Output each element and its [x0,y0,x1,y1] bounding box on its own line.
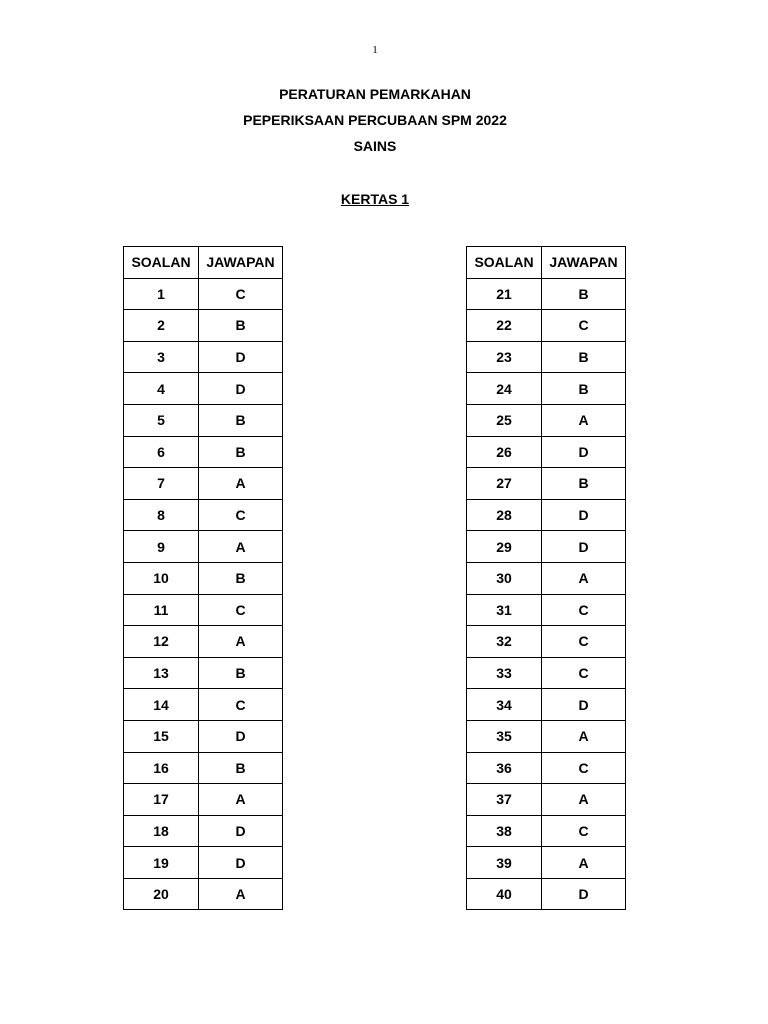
table-row [124,278,283,310]
table-row [467,689,626,721]
answer-letter: B [542,373,626,405]
table-row [467,499,626,531]
question-column-header: SOALAN [124,247,199,279]
answer-column-header: JAWAPAN [199,247,283,279]
answer-letter: C [199,278,283,310]
answer-letter: B [199,657,283,689]
table-row [467,341,626,373]
table-row [124,878,283,910]
question-number: 12 [124,626,199,658]
question-number: 28 [467,499,542,531]
question-number: 10 [124,562,199,594]
question-number: 23 [467,341,542,373]
table-row [467,468,626,500]
question-number: 1 [124,278,199,310]
answer-letter: D [542,878,626,910]
question-number: 7 [124,468,199,500]
question-number: 6 [124,436,199,468]
answer-letter: A [199,878,283,910]
answer-letter: A [199,468,283,500]
answer-letter: B [199,436,283,468]
table-row [467,784,626,816]
table-row [467,562,626,594]
table-row [124,847,283,879]
question-number: 39 [467,847,542,879]
table-row [467,720,626,752]
answer-letter: B [199,752,283,784]
answer-letter: D [199,341,283,373]
answer-letter: C [199,499,283,531]
question-number: 16 [124,752,199,784]
answer-letter: D [542,531,626,563]
question-number: 37 [467,784,542,816]
answer-letter: A [542,784,626,816]
table-header-row [124,247,283,279]
question-number: 34 [467,689,542,721]
table-row [124,468,283,500]
table-row [467,404,626,436]
question-number: 17 [124,784,199,816]
question-number: 29 [467,531,542,563]
answer-letter: B [542,468,626,500]
question-number: 4 [124,373,199,405]
question-number: 26 [467,436,542,468]
table-row [124,404,283,436]
answer-letter: C [542,626,626,658]
question-number: 40 [467,878,542,910]
table-row [124,784,283,816]
table-row [124,815,283,847]
question-number: 20 [124,878,199,910]
table-row [124,720,283,752]
answer-letter: A [542,562,626,594]
table-row [124,310,283,342]
question-number: 22 [467,310,542,342]
answer-letter: C [542,657,626,689]
table-row [467,436,626,468]
answer-letter: C [199,689,283,721]
answer-letter: D [199,720,283,752]
answer-letter: B [199,562,283,594]
table-row [124,689,283,721]
answer-letter: B [542,341,626,373]
question-number: 27 [467,468,542,500]
answer-letter: D [199,815,283,847]
question-number: 3 [124,341,199,373]
table-row [467,657,626,689]
answer-letter: A [542,847,626,879]
question-number: 8 [124,499,199,531]
table-row [467,878,626,910]
table-row [124,562,283,594]
question-number: 30 [467,562,542,594]
table-row [124,341,283,373]
question-number: 13 [124,657,199,689]
answer-letter: D [542,689,626,721]
answer-letter: D [542,436,626,468]
table-row [467,752,626,784]
answer-letter: B [542,278,626,310]
question-number: 14 [124,689,199,721]
answer-letter: A [199,784,283,816]
table-row [467,594,626,626]
answer-table-left [123,246,283,910]
answer-letter: D [199,847,283,879]
table-header-row [467,247,626,279]
answer-table-right [466,246,626,910]
question-number: 21 [467,278,542,310]
subject-title: SAINS [353,138,397,154]
table-row [124,436,283,468]
question-number: 5 [124,404,199,436]
table-row [467,626,626,658]
answer-letter: D [542,499,626,531]
answer-letter: C [542,752,626,784]
question-number: 9 [124,531,199,563]
table-row [467,373,626,405]
paper-heading: KERTAS 1 [340,191,410,207]
table-row [467,847,626,879]
question-column-header: SOALAN [467,247,542,279]
answer-letter: C [199,594,283,626]
table-row [124,752,283,784]
question-number: 33 [467,657,542,689]
table-row [124,657,283,689]
question-number: 25 [467,404,542,436]
question-number: 15 [124,720,199,752]
question-number: 35 [467,720,542,752]
page-number: 1 [372,44,378,56]
table-row [124,626,283,658]
document-title: PERATURAN PEMARKAHAN [279,86,471,102]
question-number: 24 [467,373,542,405]
question-number: 11 [124,594,199,626]
answer-column-header: JAWAPAN [542,247,626,279]
answer-letter: D [199,373,283,405]
question-number: 32 [467,626,542,658]
table-row [467,310,626,342]
answer-letter: A [542,404,626,436]
table-row [467,815,626,847]
answer-letter: C [542,310,626,342]
table-row [467,531,626,563]
table-row [124,499,283,531]
answer-letter: C [542,815,626,847]
question-number: 2 [124,310,199,342]
exam-title: PEPERIKSAAN PERCUBAAN SPM 2022 [243,112,507,128]
answer-letter: A [199,531,283,563]
answer-letter: C [542,594,626,626]
question-number: 31 [467,594,542,626]
question-number: 36 [467,752,542,784]
question-number: 38 [467,815,542,847]
answer-letter: B [199,404,283,436]
answer-letter: B [199,310,283,342]
answer-letter: A [199,626,283,658]
answer-letter: A [542,720,626,752]
table-row [467,278,626,310]
question-number: 19 [124,847,199,879]
table-row [124,373,283,405]
table-row [124,594,283,626]
table-row [124,531,283,563]
question-number: 18 [124,815,199,847]
